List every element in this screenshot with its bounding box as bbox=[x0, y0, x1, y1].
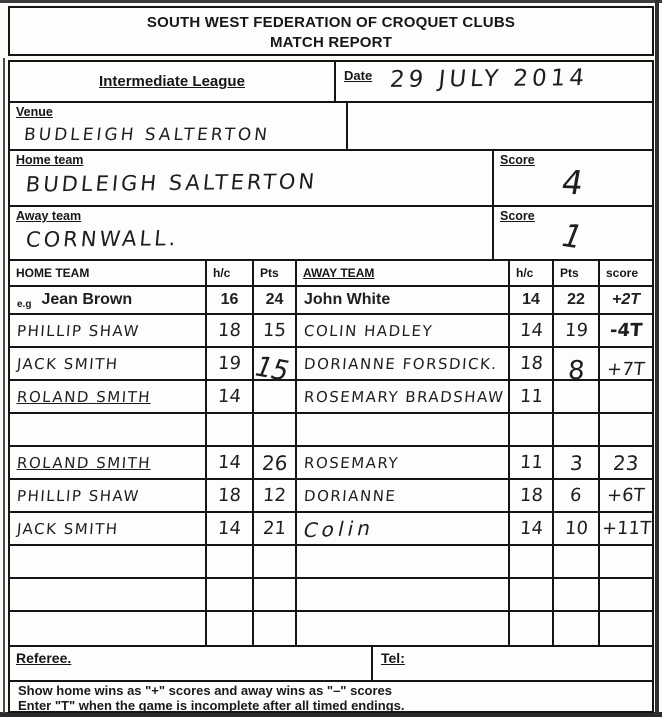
home-handicap bbox=[207, 414, 254, 447]
away-player-name bbox=[297, 348, 510, 381]
away-handicap-handwritten-value: 11 bbox=[518, 452, 544, 473]
home-handicap bbox=[207, 315, 254, 348]
home-handicap bbox=[207, 612, 254, 645]
home-score-handwritten-value: 4 bbox=[558, 162, 588, 203]
away-points bbox=[554, 480, 600, 513]
date-cell bbox=[336, 62, 652, 101]
away-points-handwritten-value: 6 bbox=[569, 485, 583, 506]
league-label: Intermediate League bbox=[99, 73, 245, 90]
home-handicap bbox=[207, 546, 254, 579]
tel-cell bbox=[373, 647, 652, 680]
home-player-name bbox=[10, 579, 207, 612]
date-handwritten-value: 29 JULY 2014 bbox=[388, 65, 590, 93]
results-grid bbox=[10, 261, 652, 645]
game-score-handwritten-value: +11T bbox=[600, 518, 652, 539]
home-handicap bbox=[207, 381, 254, 414]
away-points-handwritten-value: 3 bbox=[568, 450, 584, 475]
scan-edge-left bbox=[3, 58, 5, 713]
away-handicap bbox=[510, 447, 554, 480]
game-score bbox=[600, 348, 652, 381]
home-player-name bbox=[10, 480, 207, 513]
away-handicap bbox=[510, 612, 554, 645]
away-player-name-handwritten-value: DORIANNE bbox=[303, 486, 398, 505]
home-points-handwritten-value: 15 bbox=[262, 320, 287, 341]
home-points-handwritten-value: 15 bbox=[249, 351, 295, 388]
away-score-label: Score bbox=[500, 209, 535, 223]
game-score bbox=[600, 315, 652, 348]
game-score-handwritten-value: -4T bbox=[609, 320, 643, 341]
home-points-handwritten-value: 12 bbox=[262, 485, 287, 506]
game-score bbox=[600, 513, 652, 546]
home-handicap bbox=[207, 579, 254, 612]
away-handicap bbox=[510, 414, 554, 447]
home-points bbox=[254, 612, 297, 645]
home-player-name bbox=[10, 612, 207, 645]
away-team-cell bbox=[10, 207, 494, 259]
away-handicap-handwritten-value: 18 bbox=[518, 353, 544, 374]
home-handicap bbox=[207, 513, 254, 546]
home-player-name bbox=[10, 546, 207, 579]
away-team-row bbox=[8, 205, 654, 261]
note-timed-endings: Enter "T" when the game is incomplete after all timed endings. bbox=[18, 698, 405, 714]
home-points bbox=[254, 546, 297, 579]
home-points bbox=[254, 480, 297, 513]
home-score-cell bbox=[494, 151, 652, 205]
home-team-row bbox=[8, 149, 654, 207]
home-points-handwritten-value: 26 bbox=[260, 450, 289, 475]
home-handicap-handwritten-value: 14 bbox=[217, 386, 242, 407]
notes-box bbox=[8, 680, 654, 713]
col-header-home-pts: Pts bbox=[254, 261, 297, 287]
away-points bbox=[554, 315, 600, 348]
home-points-handwritten-value: 21 bbox=[262, 518, 287, 539]
example-home-pts: 24 bbox=[254, 287, 297, 315]
away-player-name-handwritten-value: ROSEMARY bbox=[303, 453, 400, 472]
away-handicap-handwritten-value: 11 bbox=[518, 386, 544, 407]
tel-label: Tel: bbox=[381, 650, 405, 666]
home-points bbox=[254, 579, 297, 612]
away-handicap bbox=[510, 513, 554, 546]
away-handicap bbox=[510, 348, 554, 381]
game-score-handwritten-value: +6T bbox=[606, 485, 646, 506]
example-away-pts: 22 bbox=[554, 287, 600, 315]
away-handicap bbox=[510, 579, 554, 612]
away-player-name bbox=[297, 414, 510, 447]
title-box bbox=[8, 6, 654, 56]
game-score bbox=[600, 579, 652, 612]
home-player-name-handwritten-value: JACK SMITH bbox=[16, 354, 120, 373]
home-handicap-handwritten-value: 19 bbox=[217, 353, 242, 374]
col-header-score: score bbox=[600, 261, 652, 287]
example-away-name: John White bbox=[297, 287, 510, 315]
away-handicap-handwritten-value: 18 bbox=[518, 485, 544, 506]
away-player-name-handwritten-value: ROSEMARY BRADSHAW bbox=[303, 387, 505, 406]
example-home-name: e.g Jean Brown bbox=[10, 287, 207, 315]
away-handicap bbox=[510, 546, 554, 579]
game-score bbox=[600, 546, 652, 579]
away-points-handwritten-value: 19 bbox=[563, 320, 589, 341]
home-handicap bbox=[207, 480, 254, 513]
away-player-name-handwritten-value: COLIN HADLEY bbox=[303, 321, 434, 340]
home-handicap-handwritten-value: 18 bbox=[217, 320, 242, 341]
league-date-row bbox=[8, 60, 654, 103]
away-player-name-handwritten-value: DORIANNE FORSDICK. bbox=[303, 354, 499, 373]
away-score-handwritten-value: 1 bbox=[555, 217, 591, 257]
venue-handwritten-value: BUDLEIGH SALTERTON bbox=[22, 125, 271, 145]
home-handicap bbox=[207, 348, 254, 381]
home-handicap-handwritten-value: 18 bbox=[217, 485, 242, 506]
venue-label: Venue bbox=[16, 105, 53, 119]
home-points bbox=[254, 513, 297, 546]
referee-label: Referee. bbox=[16, 650, 72, 666]
home-points bbox=[254, 447, 297, 480]
home-player-name bbox=[10, 513, 207, 546]
away-handicap bbox=[510, 480, 554, 513]
venue-empty-cell bbox=[348, 103, 652, 149]
away-score-cell bbox=[494, 207, 652, 259]
away-points bbox=[554, 546, 600, 579]
scan-edge-right bbox=[655, 0, 659, 717]
home-player-name-handwritten-value: ROLAND SMITH bbox=[16, 453, 152, 472]
form-title: SOUTH WEST FEDERATION OF CROQUET CLUBS bbox=[146, 14, 516, 31]
home-points bbox=[254, 315, 297, 348]
game-score bbox=[600, 381, 652, 414]
away-player-name bbox=[297, 513, 510, 546]
home-player-name-handwritten-value: PHILLIP SHAW bbox=[16, 486, 141, 505]
away-points-handwritten-value: 8 bbox=[566, 355, 586, 386]
away-player-name bbox=[297, 579, 510, 612]
example-prefix: e.g bbox=[17, 299, 32, 310]
date-label: Date bbox=[344, 68, 373, 83]
home-player-name bbox=[10, 315, 207, 348]
away-team-label: Away team bbox=[16, 209, 82, 223]
away-player-name-handwritten-value: Colin bbox=[301, 515, 377, 542]
away-handicap bbox=[510, 315, 554, 348]
away-points bbox=[554, 612, 600, 645]
example-game-score: +2T bbox=[600, 287, 652, 315]
form-subtitle: MATCH REPORT bbox=[269, 33, 393, 51]
referee-cell bbox=[10, 647, 373, 680]
venue-row bbox=[8, 101, 654, 151]
home-player-name bbox=[10, 414, 207, 447]
note-scoring-convention: Show home wins as "+" scores and away wins as "–" scores bbox=[18, 683, 393, 698]
home-team-label: Home team bbox=[16, 153, 84, 167]
away-points bbox=[554, 579, 600, 612]
game-score bbox=[600, 414, 652, 447]
game-score bbox=[600, 447, 652, 480]
example-away-hc: 14 bbox=[510, 287, 554, 315]
home-player-name-handwritten-value: ROLAND SMITH bbox=[16, 387, 152, 406]
away-player-name bbox=[297, 546, 510, 579]
home-team-cell bbox=[10, 151, 494, 205]
game-score-handwritten-value: 23 bbox=[612, 450, 640, 475]
away-points-handwritten-value: 10 bbox=[563, 518, 589, 539]
game-score bbox=[600, 480, 652, 513]
away-player-name bbox=[297, 315, 510, 348]
venue-cell bbox=[10, 103, 348, 149]
home-player-name bbox=[10, 348, 207, 381]
away-handicap bbox=[510, 381, 554, 414]
home-points bbox=[254, 414, 297, 447]
home-player-name-handwritten-value: PHILLIP SHAW bbox=[16, 321, 141, 340]
away-handicap-handwritten-value: 14 bbox=[518, 320, 544, 341]
game-score-handwritten-value: +7T bbox=[606, 359, 646, 380]
home-team-handwritten-value: BUDLEIGH SALTERTON bbox=[24, 169, 319, 197]
home-player-name-handwritten-value: JACK SMITH bbox=[16, 519, 120, 538]
home-score-label: Score bbox=[500, 153, 535, 167]
col-header-home-team: HOME TEAM bbox=[10, 261, 207, 287]
home-player-name bbox=[10, 447, 207, 480]
home-player-name bbox=[10, 381, 207, 414]
away-team-handwritten-value: CORNWALL. bbox=[24, 226, 180, 252]
col-header-away-hc: h/c bbox=[510, 261, 554, 287]
game-score bbox=[600, 612, 652, 645]
away-player-name bbox=[297, 447, 510, 480]
col-header-away-team: AWAY TEAM bbox=[297, 261, 510, 287]
league-cell bbox=[10, 62, 336, 101]
away-points bbox=[554, 348, 600, 386]
away-points bbox=[554, 414, 600, 447]
example-home-hc: 16 bbox=[207, 287, 254, 315]
away-player-name bbox=[297, 381, 510, 414]
col-header-home-hc: h/c bbox=[207, 261, 254, 287]
away-points bbox=[554, 447, 600, 480]
home-handicap-handwritten-value: 14 bbox=[217, 452, 242, 473]
referee-row bbox=[8, 645, 654, 682]
scan-edge-top bbox=[0, 0, 662, 3]
home-handicap-handwritten-value: 14 bbox=[217, 518, 242, 539]
away-handicap-handwritten-value: 14 bbox=[518, 518, 544, 539]
home-points bbox=[249, 348, 297, 388]
away-player-name bbox=[297, 480, 510, 513]
away-points bbox=[554, 513, 600, 546]
results-table bbox=[8, 259, 654, 647]
away-player-name bbox=[297, 612, 510, 645]
col-header-away-pts: Pts bbox=[554, 261, 600, 287]
home-handicap bbox=[207, 447, 254, 480]
